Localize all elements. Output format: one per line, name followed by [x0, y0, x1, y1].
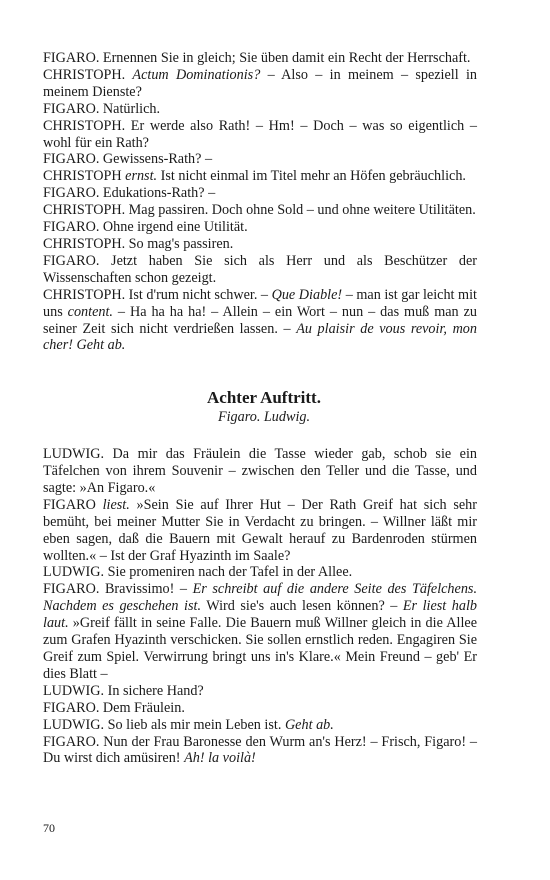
dialogue-line — [43, 253, 477, 287]
line-text: – man ist gar leicht mit uns — [43, 286, 477, 320]
line-text: CHRISTOPH. Mag passiren. Doch ohne Sold – und ohne weitere Utilitäten. — [43, 202, 476, 219]
dialogue-line — [43, 67, 477, 101]
stage-direction: liest. — [102, 496, 130, 513]
stage-direction: Que Diable! — [271, 286, 343, 303]
line-text: LUDWIG. So lieb als mir mein Leben ist. — [43, 716, 285, 733]
line-text: CHRISTOPH. Er werde also Rath! – Hm! – Doch – was so eigentlich – wohl für ein Rath? — [43, 117, 477, 151]
line-text: CHRISTOPH — [43, 168, 126, 185]
line-text: Wird sie's auch lesen können? – — [201, 598, 403, 615]
line-text: FIGARO. Nun der Frau Baronesse den Wurm an's Herz! – Frisch, Figaro! – Du wirst dich amüsiren! — [43, 733, 477, 767]
dialogue-block-bottom — [43, 446, 477, 767]
dialogue-line — [43, 151, 477, 168]
line-text: FIGARO. Gewissens-Rath? – — [43, 151, 213, 168]
line-text: – Ha ha ha ha! – Allein – ein Wort – nun – das muß man zu seiner Zeit sich nicht verdrießen lassen. – — [43, 303, 477, 337]
page-number: 70 — [43, 821, 55, 835]
dialogue-line — [43, 287, 477, 355]
line-text: FIGARO. Ernennen Sie in gleich; Sie üben damit ein Recht der Herrschaft. — [43, 50, 471, 66]
dialogue-line — [43, 564, 477, 581]
line-text: FIGARO. Bravissimo! – — [43, 581, 193, 598]
line-text: Ist nicht einmal im Titel mehr an Höfen gebräuchlich. — [157, 168, 466, 185]
line-text: CHRISTOPH. So mag's passiren. — [43, 235, 234, 252]
dialogue-line — [43, 446, 477, 497]
line-text: FIGARO. Edukations-Rath? – — [43, 185, 216, 202]
line-text: LUDWIG. Da mir das Fräulein die Tasse wieder gab, schob sie ein Täfelchen von ihrem Souvenir – zwischen den Teller und die Tasse, und sagte: »An Figaro.« — [43, 446, 477, 496]
line-text: FIGARO. Dem Fräulein. — [43, 699, 185, 716]
dialogue-line — [43, 700, 477, 717]
line-text: FIGARO — [43, 496, 103, 513]
stage-direction: content. — [67, 303, 113, 320]
dialogue-line — [43, 581, 477, 682]
dialogue-line — [43, 50, 477, 67]
line-text: FIGARO. Ohne irgend eine Utilität. — [43, 219, 248, 236]
page-body — [43, 50, 477, 767]
dialogue-line — [43, 219, 477, 236]
dialogue-line — [43, 497, 477, 565]
stage-direction: ernst. — [125, 168, 158, 185]
line-text: »Greif fällt in seine Falle. Die Bauern muß Willner gleich in die Allee zum Grafen Hyazinth verschicken. Sie sollen ernstlich reden. Engagiren Sie Greif zum Spiel. Verwirrung bringt uns in's Klare.« Mein Freund – geb' Er dies Blatt – — [43, 615, 477, 682]
dialogue-line — [43, 101, 477, 118]
line-text: LUDWIG. Sie promeniren nach der Tafel in der Allee. — [43, 564, 353, 581]
dialogue-line — [43, 168, 477, 185]
line-text: LUDWIG. In sichere Hand? — [43, 682, 204, 699]
dialogue-line — [43, 185, 477, 202]
stage-direction: Er liest halb laut. — [43, 598, 477, 632]
stage-direction: Au plaisir de vous revoir, mon cher! Geht ab. — [43, 320, 477, 354]
line-text: »Sein Sie auf Ihrer Hut – Der Rath Greif hat sich sehr bemüht, bei meiner Mutter Sie in Verdacht zu bringen. – Willner läßt mir eben sagen, daß die Bauern mit Gewalt herauf zu Bardenroden stürmen wollten.« – Ist der Graf Hyazinth im Saale? — [43, 496, 477, 564]
stage-direction: Ah! la voilà! — [184, 750, 256, 767]
line-text: CHRISTOPH. — [43, 66, 133, 83]
line-text: – Also – in meinem – speziell in meinem Dienste? — [43, 66, 477, 100]
scene-title: Achter Auftritt. — [207, 388, 321, 408]
dialogue-line — [43, 202, 477, 219]
line-text: FIGARO. Natürlich. — [43, 100, 161, 117]
dialogue-line — [43, 236, 477, 253]
dialogue-block-top — [43, 50, 477, 354]
dialogue-line — [43, 683, 477, 700]
stage-direction: Geht ab. — [284, 716, 334, 733]
line-text: FIGARO. Jetzt haben Sie sich als Herr und als Beschützer der Wissenschaften schon gezeigt. — [43, 252, 477, 286]
stage-direction: Actum Dominationis? — [132, 66, 261, 83]
line-text: CHRISTOPH. Ist d'rum nicht schwer. – — [43, 286, 272, 303]
dialogue-line — [43, 118, 477, 152]
stage-direction: Er schreibt auf die andere Seite des Täfelchens. Nachdem es geschehen ist. — [43, 581, 477, 615]
dialogue-line — [43, 717, 477, 734]
dialogue-line — [43, 734, 477, 768]
scene-persons: Figaro. Ludwig. — [217, 409, 311, 426]
